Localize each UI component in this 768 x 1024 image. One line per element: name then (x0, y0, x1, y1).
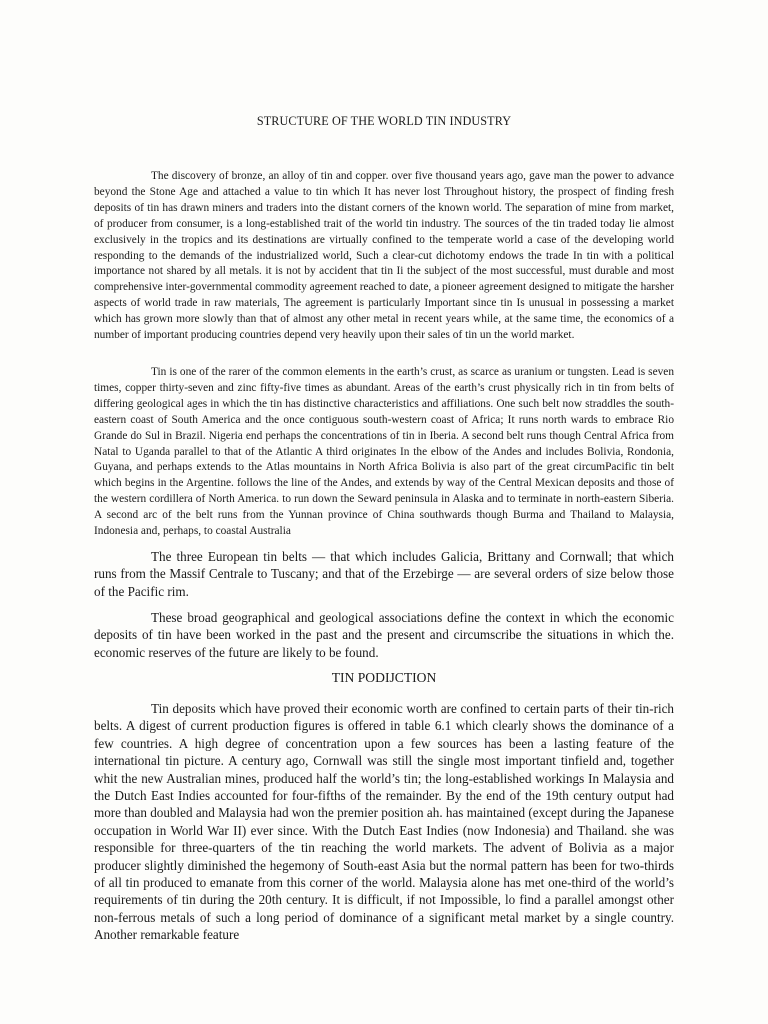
paragraph-bronze-history: The discovery of bronze, an alloy of tin and copper. over five thousand years ago, gave man the power to advance beyond the Stone Age and attached a value to tin which It has never lost Throughout history, the prospect of finding fresh deposits of tin has drawn miners and traders into the distant corners of the known world. The separation of mine from market, of producer from consumer, is a long-established trait of the world tin industry. The sources of the tin traded today lie almost exclusively in the tropics and its destinations are virtually confined to the temperate world a case of the developing world responding to the demands of the industrialized world, Such a clear-cut dichotomy endows the trade In tin with a political importance not shared by all metals. it is not by accident that tin Ii the subject of the most successful, must durable and most comprehensive inter-governmental commodity agreement reached to date, a pioneer agreement designed to mitigate the harsher aspects of world trade in raw materials, The agreement is particularly Important since tin Is unusual in possessing a market which has grown more slowly than that of almost any other metal in recent years while, at the same time, the economics of a number of important producing countries depend very heavily upon their sales of tin un the world market. (94, 170, 674, 342)
paragraph-european-belts: The three European tin belts — that which includes Galicia, Brittany and Cornwall; that which runs from the Massif Centrale to Tuscany; and that of the Erzebirge — are several orders of size below those of the Pacific rim. (94, 549, 674, 599)
document-title: STRUCTURE OF THE WORLD TIN INDUSTRY (256, 114, 512, 128)
paragraph-tin-production: Tin deposits which have proved their economic worth are confined to certain parts of their tin-rich belts. A digest of current production figures is offered in table 6.1 which clearly shows the dominance of a few countries. A high degree of concentration upon a few sources has been a lasting feature of the international tin picture. A century ago, Cornwall was still the single most important tinfield and, together whit the new Australian mines, produced half the world’s tin; the long-established workings In Malaysia and the Dutch East Indies accounted for four-fifths of the remainder. By the end of the 19th century output had more than doubled and Malaysia had won the premier position ah. has maintained (except during the Japanese occupation in World War II) ever since. With the Dutch East Indies (now Indonesia) and Thailand. she was responsible for three-quarters of the tin reaching the world markets. The advent of Bolivia as a major producer slightly diminished the hegemony of South-east Asia but the normal pattern has been for two-thirds of all tin produced to emanate from this corner of the world. Malaysia alone has met one-third of the world’s requirements of tin during the 20th century. It is difficult, if not Impossible, lo find a parallel amongst other non-ferrous metals of such a long period of dominance of a significant metal market by a single country. Another remarkable feature (94, 701, 674, 943)
paragraph-tin-belts: Tin is one of the rarer of the common elements in the earth’s crust, as scarce as uranium or tungsten. Lead is seven times, copper thirty-seven and zinc fifty-five times as abundant. Areas of the earth’s crust physically rich in tin from belts of differing geological ages in which the tin has distinctive characteristics and affiliations. One such belt now straddles the south-eastern coast of South America and the once contiguous south-western coast of Africa; It runs north wards to embrace Rio Grande do Sul in Brazil. Nigeria end perhaps the concentrations of tin in Iberia. A second belt runs though Central Africa from Natal to Uganda parallel to that of the Atlantic A third originates In the elbow of the Andes and includes Bolivia, Rondonia, Guyana, and perhaps extends to the Atlas mountains in North Africa Bolivia is also part of the great circumPacific tin belt which begins in the Argentine. follows the line of the Andes, and extends by way of the Central Mexican deposits and those of the western cordillera of North America. to run down the Seward peninsula in Alaska and to terminate in north-eastern Siberia. A second arc of the belt runs from the Yunnan province of China southwards though Burma and Thailand to Malaysia, Indonesia and, perhaps, to coastal Australia (94, 366, 674, 538)
paragraph-geographical-context: These broad geographical and geological associations define the context in which the economic deposits of tin have been worked in the past and the present and circumscribe the situations in which the. economic reserves of the future are likely to be found. (94, 610, 674, 660)
section-heading: TIN PODIJCTION (331, 670, 437, 685)
